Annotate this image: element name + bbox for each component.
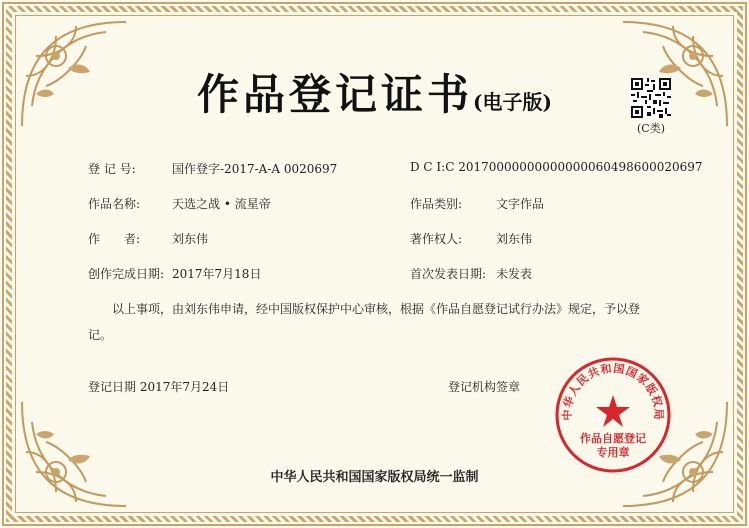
work-name-label: 作品名称:	[88, 197, 141, 211]
published-date-value: 未发表	[496, 267, 533, 281]
title-sub: (电子版)	[473, 90, 552, 114]
registration-date: 登记日期 2017年7月24日	[88, 380, 230, 394]
dci-code: D C I:C 20170000000000000060498600020697	[410, 160, 703, 174]
title-main: 作品登记证书	[197, 70, 474, 119]
work-type-label: 作品类别:	[410, 197, 463, 211]
stamp-line2: 专用章	[596, 446, 630, 459]
owner-label: 著作权人:	[410, 232, 463, 246]
reg-no-value: 国作登字-2017-A-A 0020697	[172, 162, 338, 176]
qr-code-icon	[631, 78, 671, 118]
published-date-label: 首次发表日期:	[410, 267, 487, 281]
owner-value: 刘东伟	[496, 232, 533, 246]
work-type-value: 文字作品	[496, 197, 545, 211]
footer-issuer: 中华人民共和国国家版权局统一监制	[270, 470, 479, 485]
signature-label: 登记机构签章	[448, 380, 521, 394]
author-value: 刘东伟	[172, 232, 209, 246]
reg-no-label: 登 记 号:	[88, 162, 136, 176]
stamp-ring-text: 中华人民共和国国家版权局	[560, 361, 666, 421]
qr-class-label: (C类)	[637, 122, 665, 135]
completed-date-value: 2017年7月18日	[172, 267, 262, 281]
stamp-line1: 作品自愿登记	[580, 432, 646, 445]
official-stamp	[553, 355, 673, 475]
work-name-value: 天选之战 • 流星帝	[172, 197, 271, 211]
certification-statement: 以上事项，由刘东伟申请，经中国版权保护中心审核，根据《作品自愿登记试行办法》规定，予以登记。	[88, 302, 641, 342]
author-label: 作 者:	[88, 232, 141, 246]
corner-ornament-bottom-left	[16, 392, 136, 512]
star-icon	[596, 395, 630, 427]
completed-date-label: 创作完成日期:	[88, 267, 165, 281]
